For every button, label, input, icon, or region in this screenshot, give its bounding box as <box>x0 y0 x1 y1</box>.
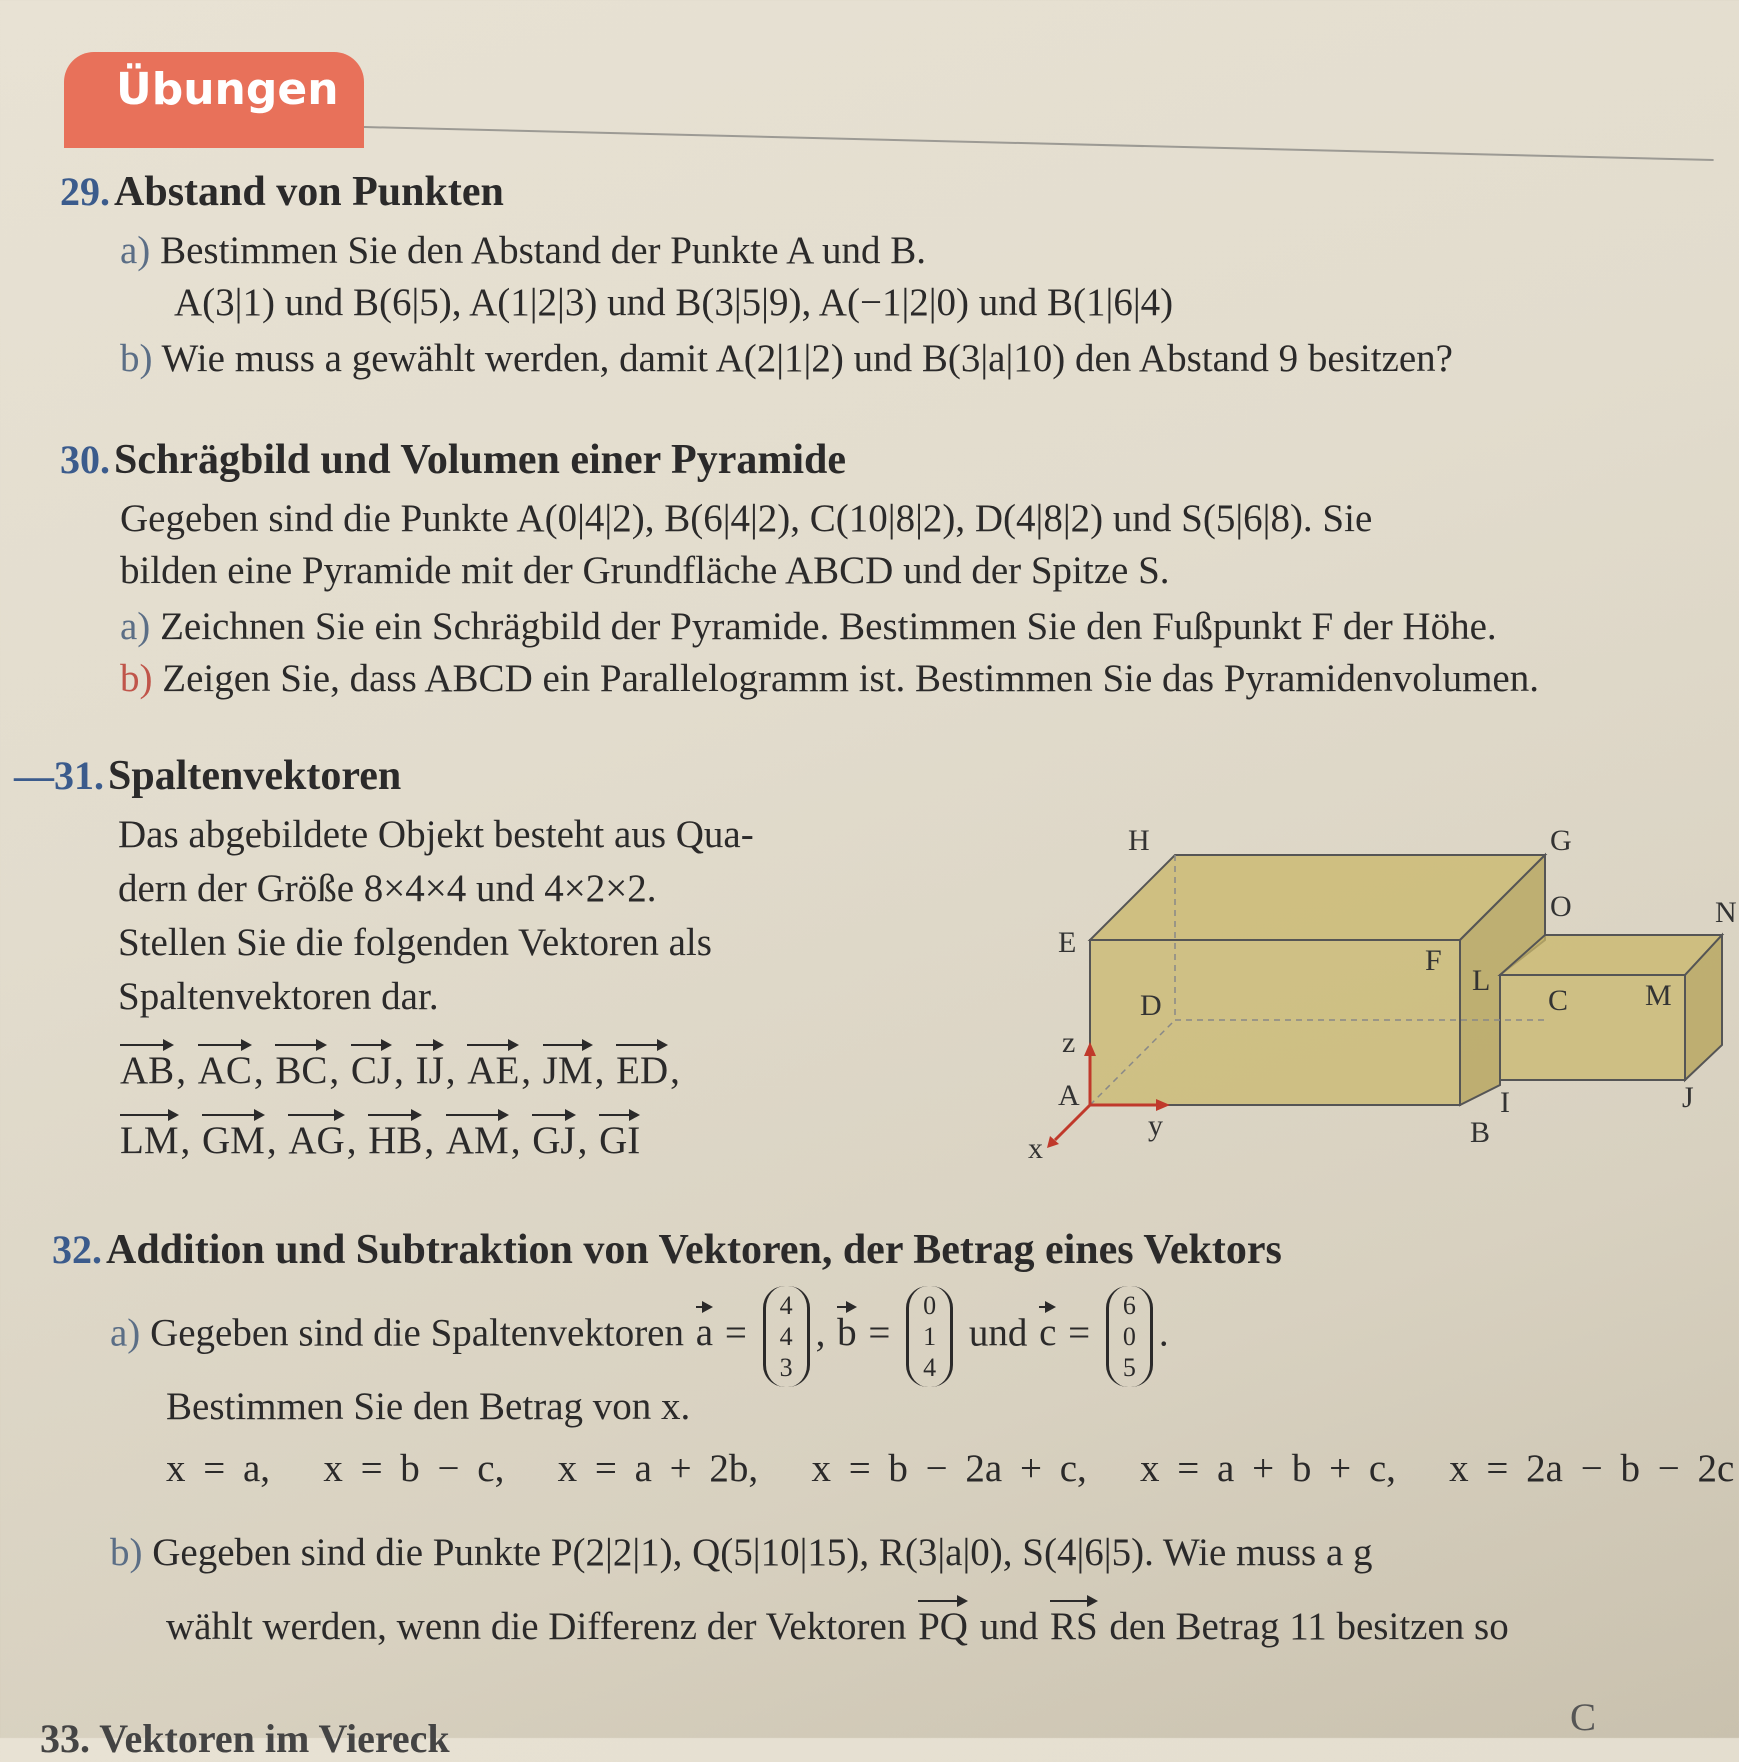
label-C: C <box>1548 984 1569 1017</box>
ex33-partial-title: 33. Vektoren im Viereck <box>40 1716 450 1761</box>
exercise-32 <box>52 1226 1282 1274</box>
equation: x = b − 2a + c, <box>811 1447 1087 1490</box>
ex32-a-text: Gegeben sind die Spaltenvektoren <box>150 1311 684 1355</box>
vector: GJ <box>532 1119 576 1162</box>
vector: LM <box>120 1119 179 1162</box>
label-J: J <box>1682 1081 1694 1114</box>
exercise-number: 30. <box>60 437 110 482</box>
vector: JM <box>542 1049 593 1092</box>
ex29-b-text: Wie muss a gewählt werden, damit A(2|1|2) und B(3|a|10) den Abstand 9 besitzen? <box>161 337 1453 380</box>
exercise-number: 31. <box>54 753 104 798</box>
corner-label: C <box>1570 1696 1597 1739</box>
vector-a-symbol: a <box>695 1311 714 1355</box>
ex30-b <box>120 656 1539 701</box>
vector: AG <box>288 1119 345 1162</box>
label-G: G <box>1550 824 1572 857</box>
ex29-a <box>120 228 926 273</box>
vector: BC <box>275 1049 328 1092</box>
ex30-line2: bilden eine Pyramide mit der Grundfläche ABCD und der Spitze S. <box>120 549 1170 592</box>
exercise-title: Schrägbild und Volumen einer Pyramide <box>114 437 847 483</box>
label-z: z <box>1062 1026 1076 1059</box>
vector: AE <box>467 1049 520 1092</box>
vector: ED <box>616 1049 669 1092</box>
vector-b-symbol: b <box>837 1311 857 1355</box>
ex29-a-text: Bestimmen Sie den Abstand der Punkte A und B. <box>160 229 926 272</box>
vector: RS <box>1049 1605 1098 1648</box>
exercise-30 <box>60 436 846 484</box>
front-face <box>1090 940 1460 1105</box>
ex32-b <box>110 1530 1373 1575</box>
label-A: A <box>1058 1079 1080 1112</box>
ex32-a: a) Gegeben sind die Spaltenvektoren a = 4 4 3, b = 0 1 4 und c = 6 0 5. <box>110 1286 1169 1387</box>
ex30-line1: Gegeben sind die Punkte A(0|4|2), B(6|4|2), C(10|8|2), D(4|8|2) und S(5|6|8). Sie <box>120 497 1373 540</box>
vector: AB <box>120 1049 175 1092</box>
ex32-a-line2: Bestimmen Sie den Betrag von x. <box>166 1385 691 1428</box>
vector: GM <box>202 1119 265 1162</box>
label-N: N <box>1715 896 1737 929</box>
ex29-a-points: A(3|1) und B(6|5), A(1|2|3) und B(3|5|9), A(−1|2|0) und B(1|6|4) <box>174 281 1174 324</box>
ex32-b-text: Gegeben sind die Punkte P(2|2|1), Q(5|10|15), R(3|a|0), S(4|6|5). Wie muss a g <box>152 1531 1373 1574</box>
label-H: H <box>1128 824 1150 857</box>
ex30-a <box>120 604 1497 649</box>
exercise-marker: — <box>14 753 54 798</box>
ex30-a-text: Zeichnen Sie ein Schrägbild der Pyramide. Bestimmen Sie den Fußpunkt F der Höhe. <box>160 605 1497 648</box>
ex30-b-text: Zeigen Sie, dass ABCD ein Parallelogramm ist. Bestimmen Sie das Pyramidenvolumen. <box>162 657 1539 700</box>
ex31-vectors-row2: LM, GM, AG, HB, AM, GJ, GI <box>120 1119 641 1162</box>
part-label: a) <box>120 229 151 272</box>
label-I: I <box>1500 1086 1510 1119</box>
cuboid-figure <box>1010 824 1737 1170</box>
part-label: b) <box>120 657 153 700</box>
ex32-b-line2: wählt werden, wenn die Differenz der Vektoren PQ und RS den Betrag 11 besitzen so <box>166 1605 1509 1648</box>
part-label: a) <box>120 605 151 648</box>
exercise-number: 29. <box>60 169 110 214</box>
exercise-title: Abstand von Punkten <box>114 169 504 215</box>
column-vector-b: 0 1 4 <box>906 1286 953 1387</box>
vector: HB <box>368 1119 423 1162</box>
column-vector-c: 6 0 5 <box>1106 1286 1153 1387</box>
ex31-line2: dern der Größe 8×4×4 und 4×2×2. <box>118 867 657 910</box>
part-label: b) <box>120 337 153 380</box>
part-label: a) <box>110 1311 141 1355</box>
label-E: E <box>1058 926 1077 959</box>
part-label: b) <box>110 1531 143 1574</box>
label-D: D <box>1140 989 1162 1022</box>
vector: AM <box>445 1119 509 1162</box>
equation: x = a + 2b, <box>557 1447 759 1490</box>
equation: x = 2a − b − 2c <box>1449 1447 1735 1490</box>
label-x: x <box>1028 1132 1043 1165</box>
label-B: B <box>1470 1116 1491 1149</box>
ex31-line3: Stellen Sie die folgenden Vektoren als <box>118 921 712 964</box>
equation: x = a, <box>166 1447 271 1490</box>
label-M: M <box>1645 979 1672 1012</box>
vector: PQ <box>918 1605 968 1648</box>
exercise-number: 32. <box>52 1227 102 1272</box>
ex32-a-equations <box>166 1446 1734 1491</box>
ex29-b <box>120 336 1453 381</box>
vector: IJ <box>415 1049 444 1092</box>
equation: x = a + b + c, <box>1140 1447 1396 1490</box>
label-O: O <box>1550 890 1572 923</box>
section-tab <box>64 52 364 148</box>
exercise-title: Addition und Subtraktion von Vektoren, der Betrag eines Vektors <box>106 1227 1282 1273</box>
section-tab-label: Übungen <box>116 64 339 115</box>
ex31-line1: Das abgebildete Objekt besteht aus Qua- <box>118 813 754 856</box>
vector: GI <box>599 1119 641 1162</box>
label-y: y <box>1148 1109 1163 1142</box>
equation: x = b − c, <box>323 1447 505 1490</box>
ex31-line4: Spaltenvektoren dar. <box>118 975 439 1018</box>
label-L: L <box>1472 964 1491 997</box>
vector: CJ <box>350 1049 393 1092</box>
vector-c-symbol: c <box>1039 1311 1057 1355</box>
label-F: F <box>1425 944 1442 977</box>
column-vector-a: 4 4 3 <box>763 1286 810 1387</box>
ex31-vectors-row1: AB, AC, BC, CJ, IJ, AE, JM, ED, <box>120 1049 680 1092</box>
vector: AC <box>197 1049 252 1092</box>
exercise-title: Spaltenvektoren <box>108 753 402 799</box>
exercise-29 <box>60 168 504 216</box>
header-rule <box>364 126 1714 161</box>
exercise-31 <box>14 752 401 800</box>
